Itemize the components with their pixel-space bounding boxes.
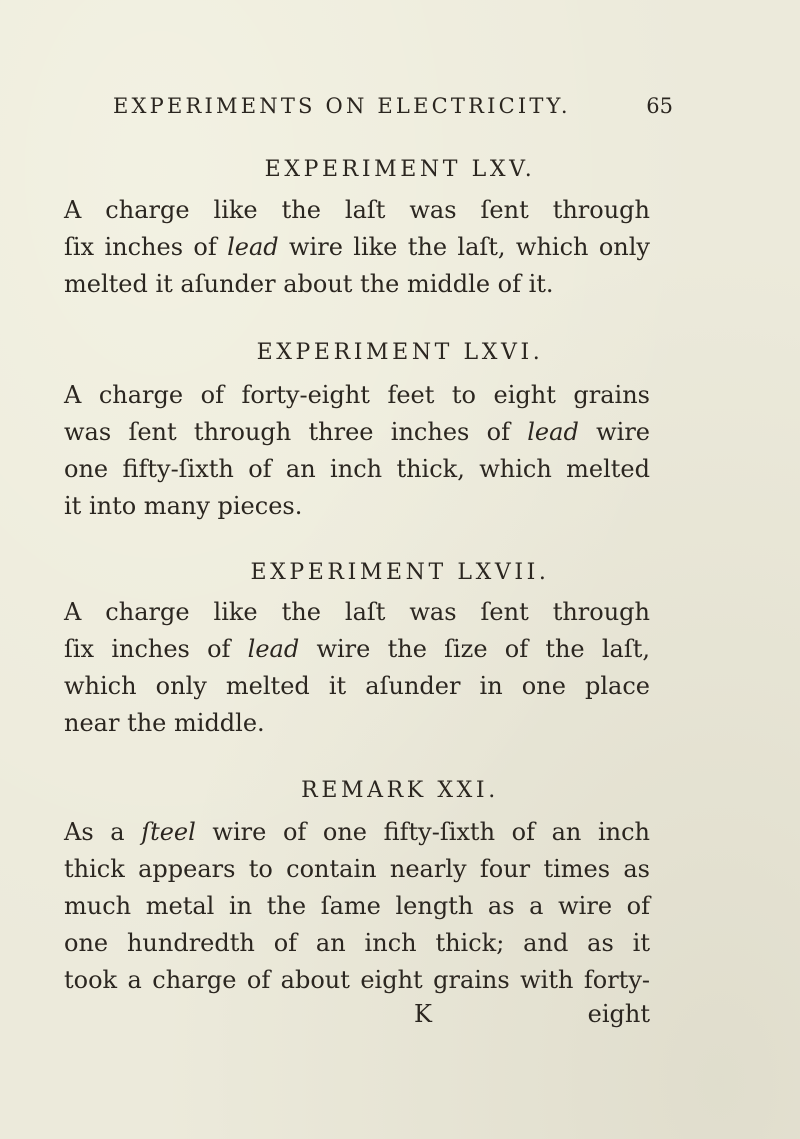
- section-heading-experiment-66: EXPERIMENT LXVI.: [256, 340, 544, 365]
- italic-term: lead: [527, 418, 579, 446]
- section-heading-experiment-65: EXPERIMENT LXV.: [264, 157, 536, 182]
- text-line: took a charge of about eight grains with forty-: [64, 966, 650, 994]
- text-line: near the middle.: [64, 709, 265, 737]
- text-line: was ſent through three inches of lead wire: [64, 418, 650, 446]
- text-line: one fifty-ſixth of an inch thick, which melted: [64, 455, 650, 483]
- italic-term: lead: [227, 233, 279, 261]
- text-line: one hundredth of an inch thick; and as it: [64, 929, 650, 957]
- text-line: A charge like the laſt was ſent through: [64, 598, 650, 626]
- italic-term: ſteel: [141, 818, 196, 846]
- text-line: thick appears to contain nearly four times as: [64, 855, 650, 883]
- paragraph-experiment-66: [64, 377, 650, 525]
- signature-mark: K: [414, 1000, 432, 1028]
- text-line: it into many pieces.: [64, 492, 303, 520]
- running-head: [113, 94, 673, 118]
- running-head-title: EXPERIMENTS ON ELECTRICITY.: [113, 94, 571, 118]
- text-line: which only melted it aſunder in one place: [64, 672, 650, 700]
- italic-term: lead: [247, 635, 300, 663]
- text-line: A charge like the laſt was ſent through: [64, 196, 650, 224]
- text-line: ſix inches of lead wire like the laſt, which only: [64, 233, 650, 261]
- text-line: As a ſteel wire of one fifty-ſixth of an inch: [64, 818, 651, 846]
- page-number: 65: [646, 94, 673, 118]
- text-line: A charge of forty-eight feet to eight grains: [64, 381, 650, 409]
- text-line: ſix inches of lead wire the ſize of the laſt,: [64, 635, 650, 663]
- paragraph-experiment-67: [64, 594, 650, 742]
- section-heading-remark-21: REMARK XXI.: [301, 778, 499, 803]
- section-heading-experiment-67: EXPERIMENT LXVII.: [250, 560, 550, 585]
- paragraph-remark-21: [64, 814, 650, 999]
- paragraph-experiment-65: [64, 192, 650, 303]
- catchword: eight: [587, 1000, 650, 1028]
- text-line: much metal in the ſame length as a wire of: [64, 892, 650, 920]
- catchline: [64, 1000, 650, 1037]
- text-line: melted it aſunder about the middle of it.: [64, 270, 554, 298]
